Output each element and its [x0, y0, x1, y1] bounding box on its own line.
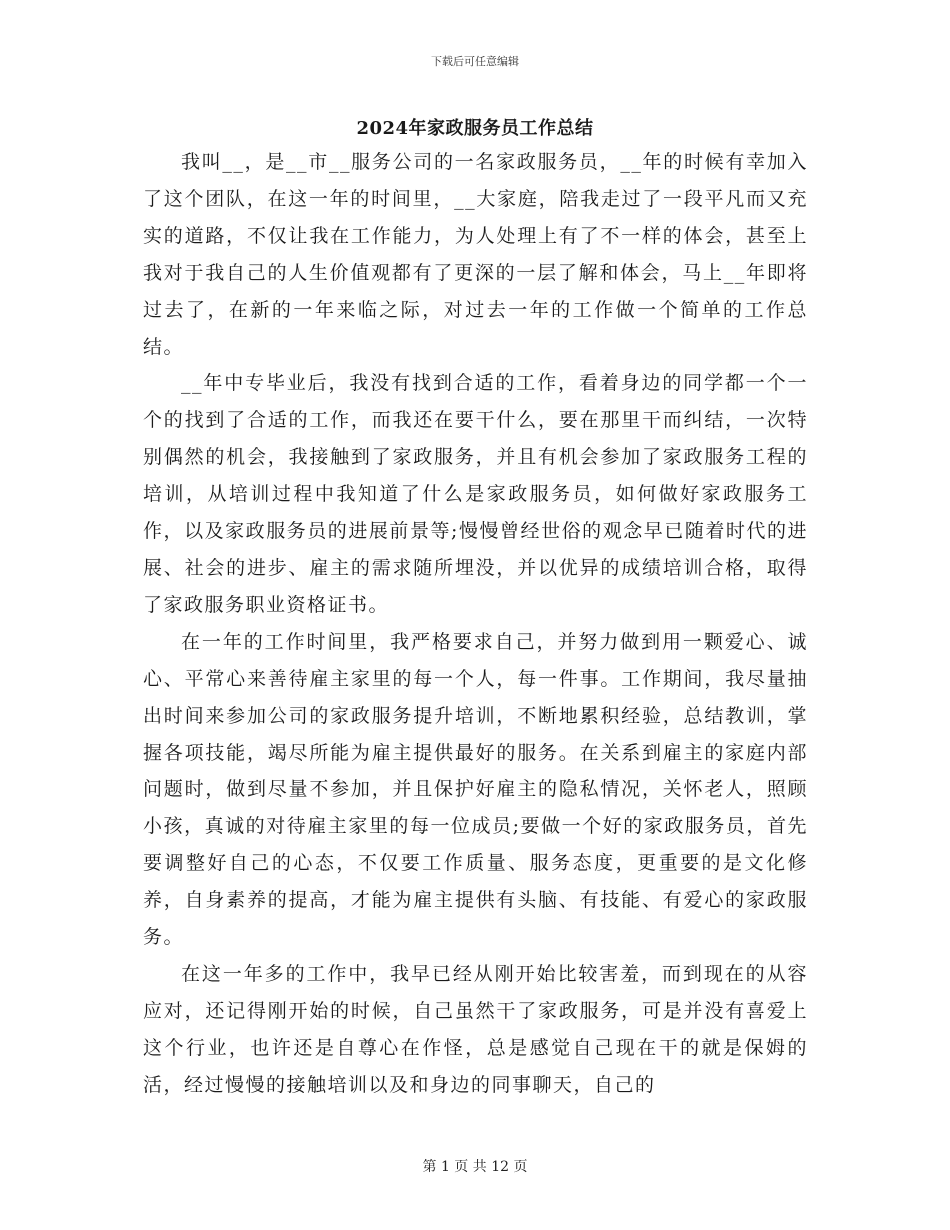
paragraph: 在这一年多的工作中，我早已经从刚开始比较害羞，而到现在的从容应对，还记得刚开始的时候，自己虽然干了家政服务，可是并没有喜爱上这个行业，也许还是自尊心在作怪，总是感觉自己现在干的就是保姆的活，经过慢慢的接触培训以及和身边的同事聊天，自己的 — [143, 962, 808, 1096]
page-number: 第 1 页 共 12 页 — [422, 1159, 528, 1175]
document-body — [143, 144, 808, 1104]
document-title: 2024年家政服务员工作总结 — [356, 118, 594, 139]
header-note: 下载后可任意编辑 — [431, 55, 519, 68]
paragraph: 我叫__，是__市__服务公司的一名家政服务员，__年的时候有幸加入了这个团队，在这一年的时间里，__大家庭，陪我走过了一段平凡而又充实的道路，不仅让我在工作能力，为人处理上有了不一样的体会，甚至上我对于我自己的人生价值观都有了更深的一层了解和体会，马上__年即将过去了，在新的一年来临之际，对过去一年的工作做一个简单的工作总结。 — [143, 151, 808, 358]
paragraph: 在一年的工作时间里，我严格要求自己，并努力做到用一颗爱心、诚心、平常心来善待雇主家里的每一个人，每一件事。工作期间，我尽量抽出时间来参加公司的家政服务提升培训，不断地累积经验，总结教训，掌握各项技能，竭尽所能为雇主提供最好的服务。在关系到雇主的家庭内部问题时，做到尽量不参加，并且保护好雇主的隐私情况，关怀老人，照顾小孩，真诚的对待雇主家里的每一位成员;要做一个好的家政服务员，首先要调整好自己的心态，不仅要工作质量、服务态度，更重要的是文化修养，自身素养的提高，才能为雇主提供有头脑、有技能、有爱心的家政服务。 — [143, 630, 808, 949]
paragraph: __年中专毕业后，我没有找到合适的工作，看着身边的同学都一个一个的找到了合适的工作，而我还在要干什么，要在那里干而纠结，一次特别偶然的机会，我接触到了家政服务，并且有机会参加了家政服务工程的培训，从培训过程中我知道了什么是家政服务员，如何做好家政服务工作，以及家政服务员的进展前景等;慢慢曾经世俗的观念早已随着时代的进展、社会的进步、雇主的需求随所埋没，并以优异的成绩培训合格，取得了家政服务职业资格证书。 — [143, 372, 808, 616]
